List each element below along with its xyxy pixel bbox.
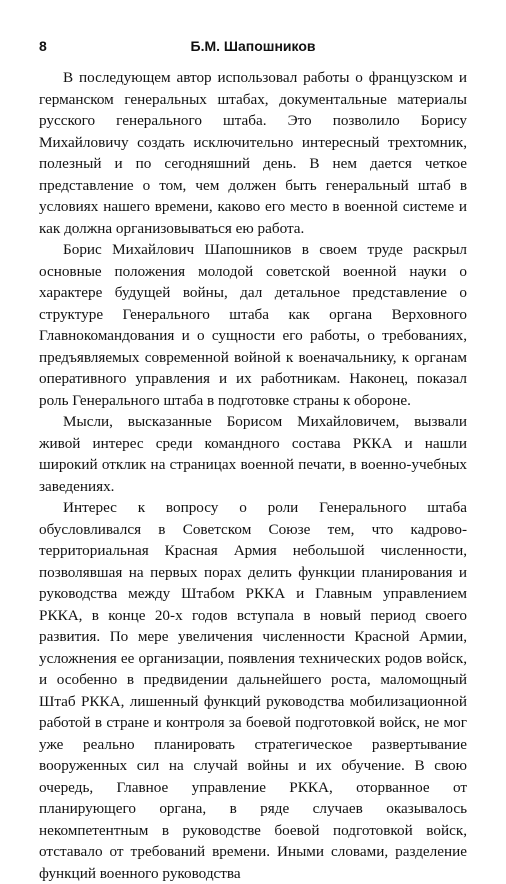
running-title: Б.М. Шапошников [190,38,316,54]
page-number: 8 [39,38,47,54]
paragraph-4: Интерес к вопросу о роли Генерального штаба обусловливался в Советском Союзе тем, что кадрово-территориальная Красная Армия небольшой численности, позволявшая на первых порах делить функции планирования и руководства между Штабом РККА и Главным управлением РККА, в конце 20-х годов вступала в новый период своего развития. По мере увеличения численности Красной Армии, усложнения ее организации, появления технических родов войск, и особенно в предвидении дальнейшего роста, маломощный Штаб РККА, лишенный функций руководства мобилизационной работой в стране и контроля за боевой подготовкой войск, не мог уже реально планировать стратегическое развертывание вооруженных сил на случай войны и их обучение. В свою очередь, Главное управление РККА, оторванное от планирующего органа, в ряде случаев оказывалось некомпетентным в руководстве боевой подготовкой войск, отставало от требований времени. Иными словами, разделение функций военного руководства [39,499,467,882]
body-text [39,67,467,884]
running-header [39,36,467,56]
paragraph-1: В последующем автор использовал работы о французском и германском генеральных штабах, документальные материалы русского генерального штаба. Это позволило Борису Михайловичу создать исключительно интересный трехтомник, полезный и по сегодняшний день. В нем дается четкое представление о том, чем должен быть генеральный штаб в условиях нашего времени, каково его место в военной системе и как должна организовываться ею работа. [39,69,467,237]
paragraph-2: Борис Михайлович Шапошников в своем труде раскрыл основные положения молодой советской военной науки о характере будущей войны, дал детальное представление о структуре Генерального штаба как органа Верховного Главнокомандования и о сущности его работы, о требованиях, предъявляемых современной войной к военачальнику, к органам оперативного управления и их работникам. Наконец, показал роль Генерального штаба в подготовке страны к обороне. [39,241,467,409]
paragraph-3: Мысли, высказанные Борисом Михайловичем, вызвали живой интерес среди командного состава РККА и нашли широкий отклик на страницах военной печати, в военно-учебных заведениях. [39,413,467,495]
